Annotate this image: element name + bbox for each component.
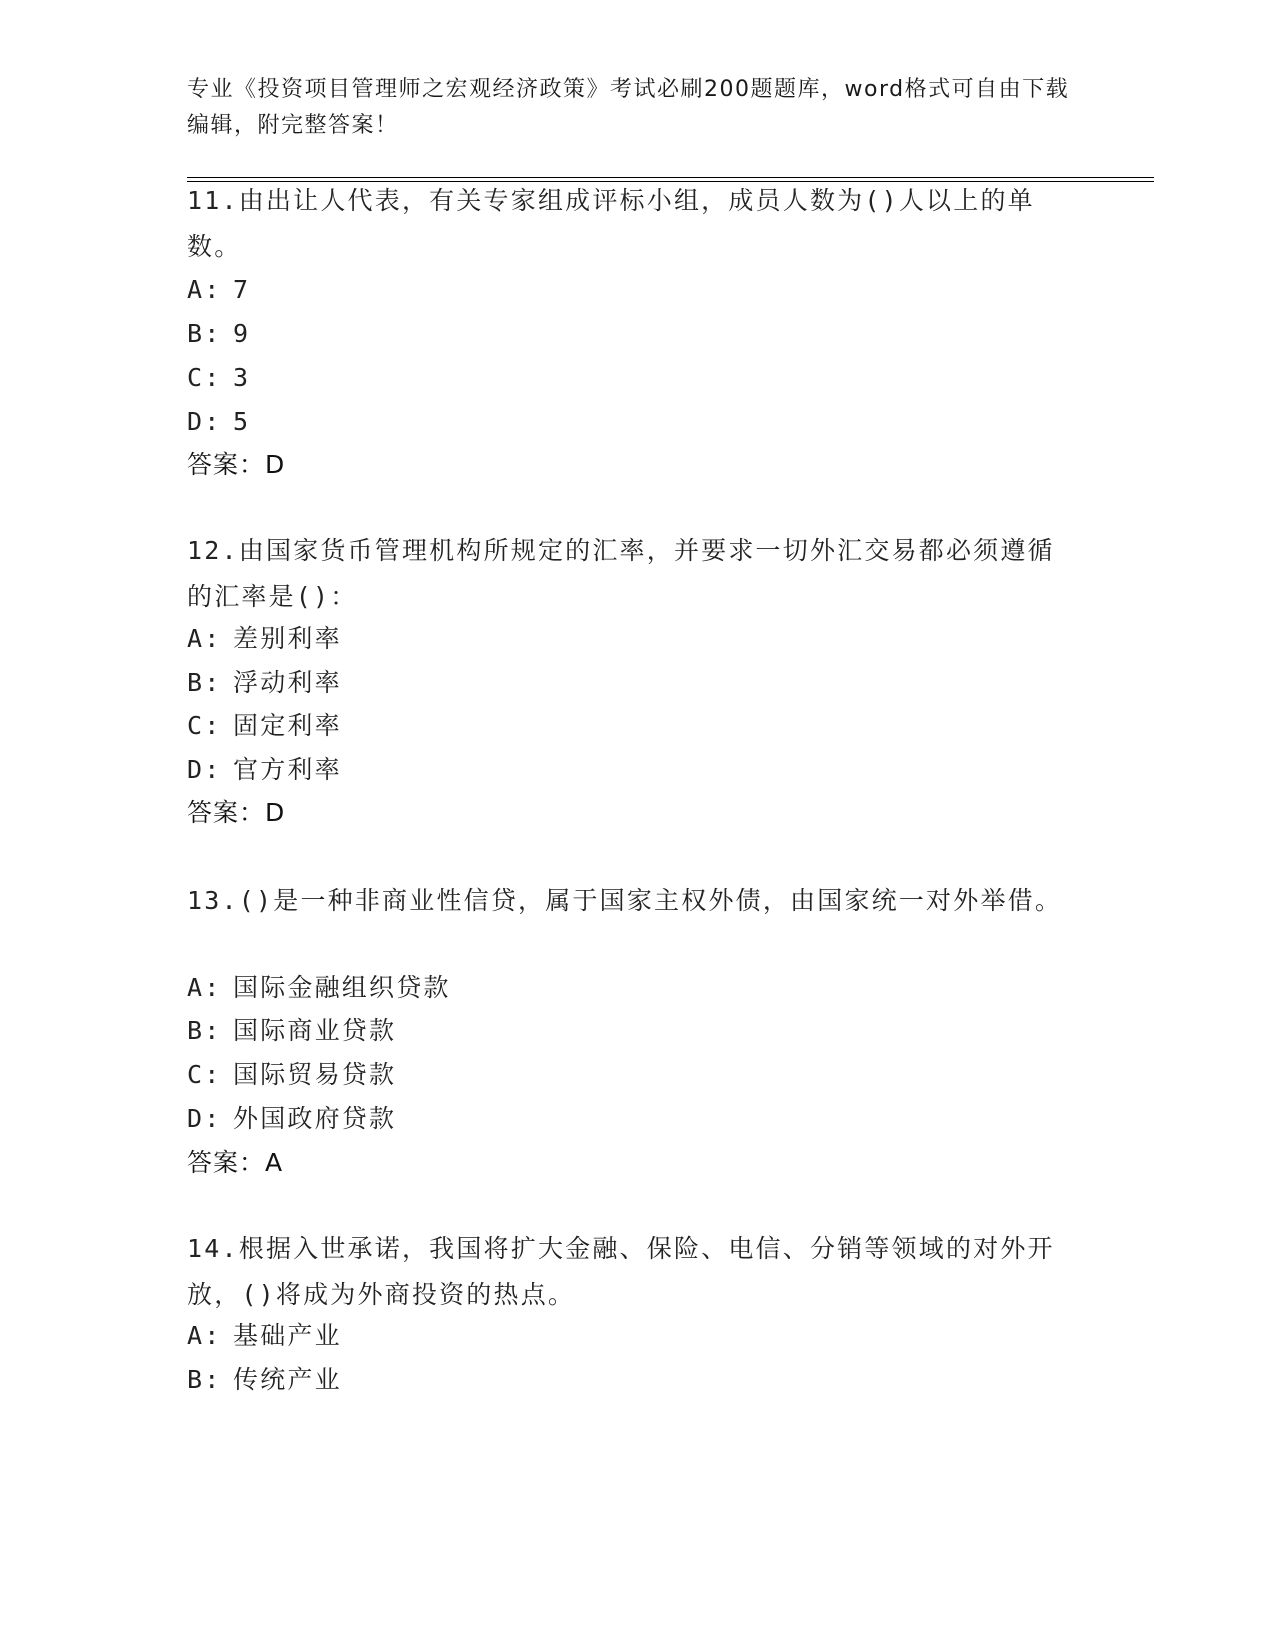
option-a	[187, 1313, 342, 1359]
option-key: C:	[187, 711, 222, 740]
option-key: B:	[187, 668, 222, 697]
option-value: 官方利率	[233, 755, 342, 784]
question-text: 14.根据入世承诺，我国将扩大金融、保险、电信、分销等领域的对外开放，()将成为外商投资的热点。	[187, 1234, 1055, 1309]
option-d	[187, 747, 342, 793]
document-header: 专业《投资项目管理师之宏观经济政策》考试必刷200题题库，word格式可自由下载编辑，附完整答案！	[187, 77, 1070, 138]
option-a	[187, 965, 451, 1011]
question-text: 11.由出让人代表，有关专家组成评标小组，成员人数为()人以上的单数。	[187, 186, 1035, 261]
option-value: 国际商业贷款	[233, 1016, 397, 1045]
option-value: 国际贸易贷款	[233, 1060, 397, 1089]
option-key: A:	[187, 624, 222, 653]
option-b	[187, 660, 342, 706]
option-key: D:	[187, 755, 222, 784]
option-key: D:	[187, 407, 222, 436]
option-a	[187, 616, 342, 662]
answer-label: 答案：D	[187, 450, 286, 479]
option-a	[187, 267, 250, 313]
option-value: 3	[233, 363, 251, 392]
question-text: 13.()是一种非商业性信贷，属于国家主权外债，由国家统一对外举借。	[187, 886, 1063, 915]
option-value: 7	[233, 275, 251, 304]
answer-label: 答案：A	[187, 1148, 284, 1177]
option-key: B:	[187, 1365, 222, 1394]
option-b	[187, 311, 250, 357]
option-b	[187, 1357, 342, 1403]
option-c	[187, 1052, 396, 1098]
answer-label: 答案：D	[187, 798, 286, 827]
option-key: B:	[187, 1016, 222, 1045]
option-d	[187, 399, 250, 445]
option-value: 基础产业	[233, 1321, 342, 1350]
option-value: 差别利率	[233, 624, 342, 653]
option-value: 浮动利率	[233, 668, 342, 697]
option-value: 外国政府贷款	[233, 1104, 397, 1133]
option-key: A:	[187, 1321, 222, 1350]
option-c	[187, 703, 342, 749]
option-key: B:	[187, 319, 222, 348]
option-d	[187, 1096, 396, 1142]
option-c	[187, 355, 250, 401]
option-value: 5	[233, 407, 251, 436]
option-key: A:	[187, 973, 222, 1002]
option-key: C:	[187, 1060, 222, 1089]
option-value: 国际金融组织贷款	[233, 973, 451, 1002]
option-key: C:	[187, 363, 222, 392]
option-value: 9	[233, 319, 251, 348]
option-value: 固定利率	[233, 711, 342, 740]
option-key: A:	[187, 275, 222, 304]
option-b	[187, 1008, 396, 1054]
option-value: 传统产业	[233, 1365, 342, 1394]
question-text: 12.由国家货币管理机构所规定的汇率，并要求一切外汇交易都必须遵循的汇率是()：	[187, 536, 1055, 611]
option-key: D:	[187, 1104, 222, 1133]
